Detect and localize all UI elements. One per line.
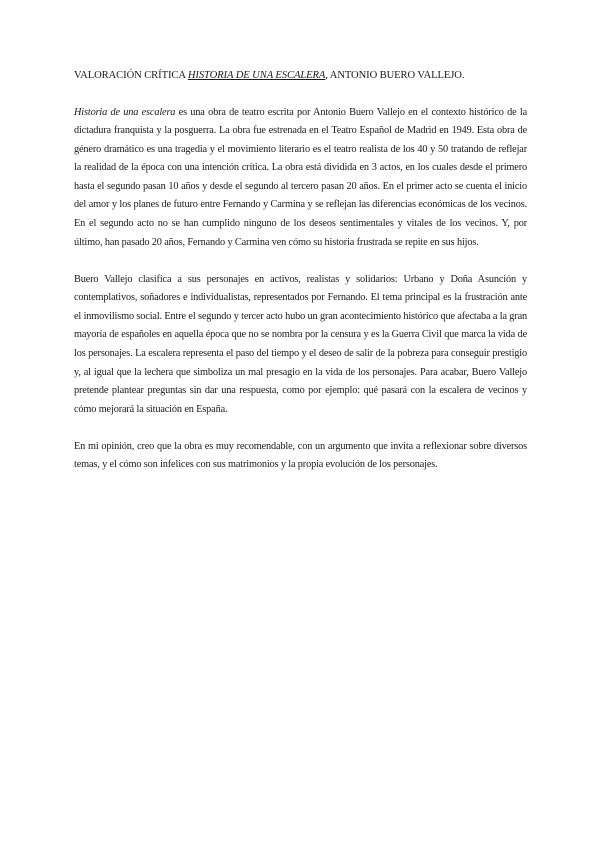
title-prefix: VALORACIÓN CRÍTICA — [74, 70, 188, 81]
title-work-name: HISTORIA DE UNA ESCALERA — [187, 70, 326, 81]
paragraph-introduction — [74, 104, 527, 253]
paragraph-introduction-text: es una obra de teatro escrita por Antonio Buero Vallejo en el contexto histórico de la dictadura franquista y la posguerra. La obra fue estrenada en el Teatro Español de Madrid en 1949. Esta obra de género dramático es una tragedia y el movimiento literario es el teatro realista de los 40 y 50 tratando de reflejar la realidad de la época con una intención crítica. La obra está dividida en 3 actos, en los cuales desde el primero hasta el segundo pasan 10 años y desde el segundo al tercero pasan 20 años. En el primer acto se cuenta el inicio del amor y los planes de futuro entre Fernando y Carmina y se reflejan las diferencias económicas de los vecinos. En el segundo acto no se han cumplido ninguno de los deseos sentimentales y vitales de los vecinos. Y, por último, han pasado 20 años, Fernando y Carmina ven cómo su historia frustrada se repite en sus hijos. — [74, 106, 528, 248]
paragraph-opinion: En mi opinión, creo que la obra es muy recomendable, con un argumento que invita a reflexionar sobre diversos temas, y el cómo son infelices con sus matrimonios y la propia evolución de los personajes. — [74, 440, 527, 471]
title-suffix: , ANTONIO BUERO VALLEJO. — [325, 70, 465, 81]
paragraph-characters: Buero Vallejo clasifica a sus personajes en activos, realistas y solidarios: Urbano y Doña Asunción y contemplativos, soñadores e individualistas, representados por Fernando. El tema principal es la frustración ante el inmovilismo social. Entre el segundo y tercer acto hubo un gran acontecimiento histórico que afectaba a la gran mayoría de españoles en aquella época que no se nombra por la censura y es la Guerra Civil que marca la vida de los personajes. La escalera representa el paso del tiempo y el deseo de salir de la pobreza para conseguir prestigio y, al igual que la lechera que simboliza un mal presagio en la vida de los personajes. Para acabar, Buero Vallejo pretende plantear preguntas sin dar una respuesta, como por ejemplo: qué pasará con la escalera de vecinos y cómo mejorará la situación en España. — [74, 273, 527, 415]
document-title — [74, 67, 527, 86]
document-body — [74, 67, 527, 493]
paragraph-work-title: Historia de una escalera — [74, 106, 176, 118]
